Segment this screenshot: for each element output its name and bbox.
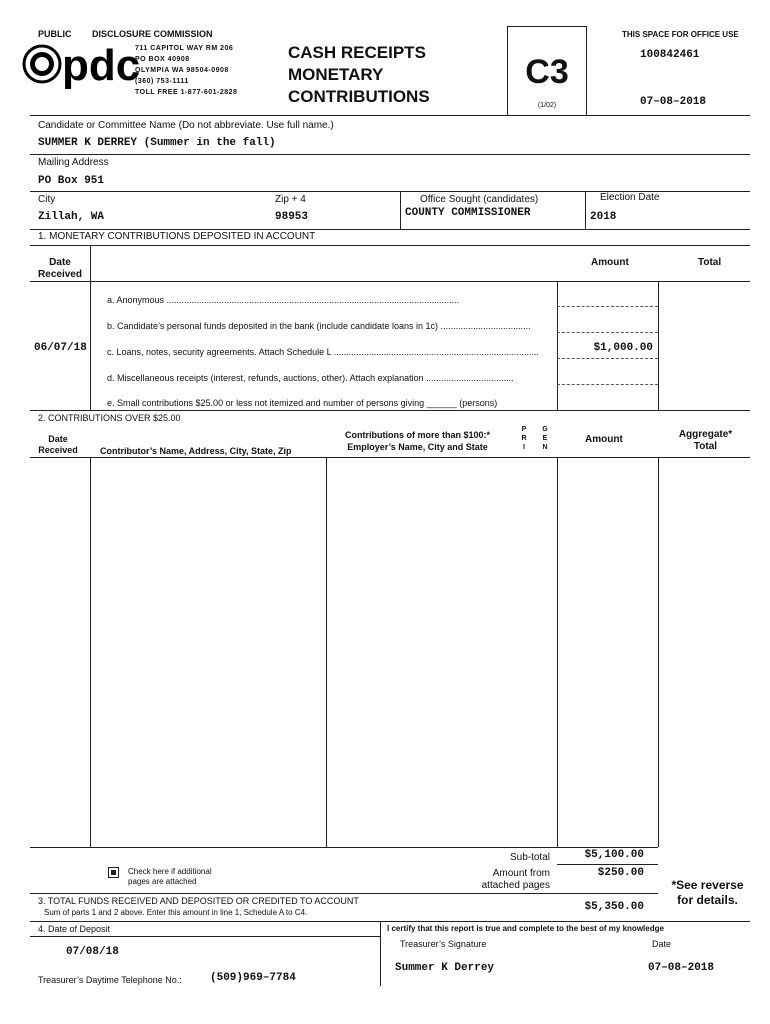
label-text: Check here if additional [128, 867, 212, 876]
line-e-small-contributions: e. Small contributions $25.00 or less not itemized and number of persons giving ______ (persons) [107, 398, 498, 408]
section2-date-header [30, 434, 86, 456]
pdc-logo [22, 41, 141, 90]
subtotal-amount[interactable]: $5,100.00 [584, 849, 644, 861]
general-header: G E N [542, 426, 548, 451]
header-text: Aggregate* [678, 429, 733, 440]
deposit-date[interactable]: 07/08/18 [66, 946, 119, 958]
section2-heading: 2. CONTRIBUTIONS OVER $25.00 [38, 413, 181, 423]
address-line: TOLL FREE 1-877-601-2828 [135, 89, 238, 96]
contributor-header: Contributor’s Name, Address, City, State, Zip [100, 446, 292, 456]
label-text: pages are attached [128, 877, 197, 886]
additional-pages-checkbox[interactable] [108, 867, 119, 878]
candidate-name-label: Candidate or Committee Name (Do not abbreviate. Use full name.) [38, 120, 334, 131]
agency-address [135, 43, 237, 98]
additional-pages-label [128, 867, 212, 887]
zip-value[interactable]: 98953 [275, 211, 309, 223]
line-c-date[interactable]: 06/07/18 [34, 342, 87, 354]
city-value[interactable]: Zillah, WA [38, 211, 105, 223]
candidate-name[interactable]: SUMMER K DERREY (Summer in the fall) [38, 137, 276, 149]
attached-amount[interactable]: $250.00 [597, 867, 644, 879]
subtotal-label: Sub-total [509, 852, 550, 863]
treasurer-signature[interactable]: Summer K Derrey [395, 962, 495, 974]
amount-header: Amount [585, 434, 623, 445]
header-text: Employer’s Name, City and State [347, 442, 488, 452]
phone-label: Treasurer’s Daytime Telephone No.: [38, 975, 182, 985]
header-text: Date [49, 257, 71, 268]
mailing-address-label: Mailing Address [38, 157, 109, 168]
section1-date-header [30, 257, 90, 281]
see-reverse-note [660, 878, 755, 908]
total-funds-amount[interactable]: $5,350.00 [584, 901, 644, 913]
sign-date-label: Date [652, 939, 672, 949]
election-date-label: Election Date [600, 192, 660, 203]
office-use-label: THIS SPACE FOR OFFICE USE [622, 30, 739, 39]
employer-header [330, 429, 505, 453]
section1-heading: 1. MONETARY CONTRIBUTIONS DEPOSITED IN ACCOUNT [38, 231, 316, 242]
aggregate-header [663, 429, 748, 453]
sign-date[interactable]: 07–08–2018 [648, 962, 715, 974]
address-line: (360) 753-1111 [135, 78, 189, 85]
section1-amount-header: Amount [591, 257, 629, 268]
phone-number[interactable]: (509)969–7784 [210, 972, 296, 984]
section3-heading: 3. TOTAL FUNDS RECEIVED AND DEPOSITED OR CREDITED TO ACCOUNT [38, 896, 359, 906]
form-version: (1/02) [537, 102, 557, 109]
note-text: *See reverse [671, 878, 744, 892]
signature-label: Treasurer’s Signature [400, 939, 487, 949]
mailing-address[interactable]: PO Box 951 [38, 175, 105, 187]
line-c-amount[interactable]: $1,000.00 [593, 342, 653, 354]
address-line: OLYMPIA WA 98504-0908 [135, 67, 229, 74]
office-date: 07–08–2018 [640, 96, 707, 108]
label-text: Amount from [492, 868, 550, 879]
section1-total-header: Total [698, 257, 722, 268]
line-d-misc-receipts: d. Miscellaneous receipts (interest, refunds, auctions, other). Attach explanation ................................... [107, 373, 514, 383]
label-text: attached pages [481, 880, 550, 891]
form-title [288, 42, 430, 108]
logo-lettering: pdc [62, 41, 141, 90]
header-text: Total [693, 441, 718, 452]
office-sought-label: Office Sought (candidates) [420, 194, 539, 205]
certification-text: I certify that this report is true and complete to the best of my knowledge [387, 924, 664, 933]
agency-name-right: DISCLOSURE COMMISSION [92, 29, 213, 39]
header-text: Received [38, 269, 82, 280]
address-line: 711 CAPITOL WAY RM 206 [135, 45, 234, 52]
primary-header: P R I [521, 426, 527, 451]
form-title-line: CONTRIBUTIONS [288, 87, 430, 106]
zip-label: Zip + 4 [275, 194, 306, 205]
office-number: 100842461 [640, 49, 700, 61]
line-b-personal-funds: b. Candidate’s personal funds deposited in the bank (include candidate loans in 1c) .................................... [107, 321, 531, 331]
election-date[interactable]: 2018 [590, 211, 617, 223]
header-text: Contributions of more than $100:* [344, 430, 490, 440]
address-line: PO BOX 40908 [135, 56, 190, 63]
form-code-box [507, 26, 587, 116]
form-title-line: CASH RECEIPTS [288, 43, 426, 62]
line-a-anonymous: a. Anonymous ..................................................................................................................... [107, 295, 460, 305]
header-text: Received [38, 445, 78, 455]
form-code: C3 [525, 53, 569, 91]
line-c-loans: c. Loans, notes, security agreements. Attach Schedule L .................................................................................. [107, 347, 539, 357]
header-text: Date [48, 434, 68, 444]
section3-sub: Sum of parts 1 and 2 above. Enter this amount in line 1, Schedule A to C4. [44, 908, 308, 917]
note-text: for details. [677, 893, 738, 907]
agency-name-left: PUBLIC [38, 29, 72, 39]
city-label: City [38, 194, 56, 205]
deposit-date-label: 4. Date of Deposit [38, 924, 111, 934]
attached-pages-label [440, 868, 550, 892]
form-title-line: MONETARY [288, 65, 384, 84]
office-sought[interactable]: COUNTY COMMISSIONER [405, 207, 531, 219]
